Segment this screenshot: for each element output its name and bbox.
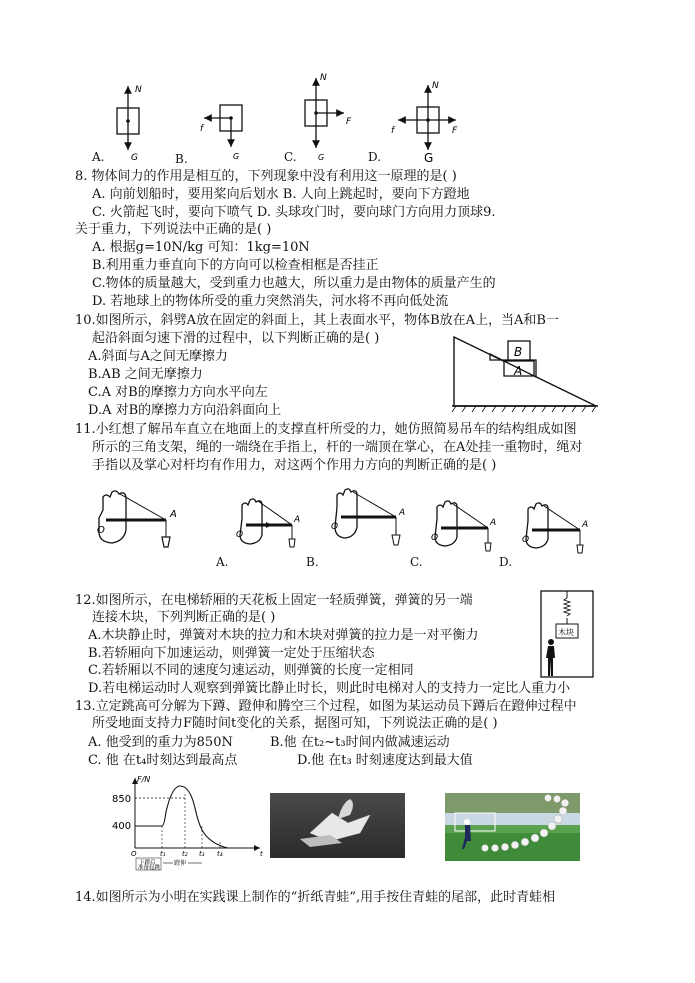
svg-text:A: A [294, 515, 301, 525]
q11-option-b: B. [306, 555, 319, 569]
label-b: B [514, 345, 523, 359]
svg-text:t₃: t₃ [199, 850, 205, 858]
q11-option-a: A. [216, 555, 229, 569]
q14-stem-1: 14.如图所示为小明在实践课上制作的“折纸青蛙”,用手按住青蛙的尾部，此时青蛙相 [75, 890, 556, 905]
svg-text:O: O [522, 535, 530, 545]
elevator-figure [540, 590, 600, 680]
q13-stem-1: 13.立定跳高可分解为下蹲、蹬伸和腾空三个过程，如图为某运动员下蹲后在蹬伸过程中 [75, 699, 577, 714]
svg-text:A: A [170, 509, 177, 520]
q12-option-c: C.若轿厢以不同的速度匀速运动，则弹簧的长度一定相同 [88, 663, 414, 678]
q8-stem: 8. 物体间力的作用是相互的，下列现象中没有利用这一原理的是( ) [75, 169, 457, 184]
option-label-a: A. [92, 150, 105, 164]
q9-option-a: A. 根据g=10N/kg 可知：1kg=10N [92, 240, 310, 255]
q12-option-d: D.若电梯运动时人观察到弹簧比静止时长，则此时电梯对人的支持力一定比人重力小 [88, 681, 571, 696]
hand-figure-a [236, 499, 300, 547]
svg-text:t: t [260, 850, 263, 858]
label-f: f [200, 124, 204, 134]
tick-850: 850 [112, 794, 132, 805]
svg-text:准备起跳: 准备起跳 [138, 865, 161, 871]
q9-stem: 关于重力，下列说法中正确的是( ) [75, 222, 272, 237]
hand-figure-d [522, 503, 588, 553]
option-label-c: C. [284, 150, 297, 164]
q9-option-c: C.物体的质量越大，受到重力也越大，所以重力是由物体的质量产生的 [92, 276, 496, 291]
q12-option-a: A.木块静止时，弹簧对木块的拉力和木块对弹簧的拉力是一对平衡力 [88, 628, 479, 643]
hand-figure-main [97, 491, 177, 547]
svg-text:t₂: t₂ [182, 850, 188, 858]
q10-option-b: B.AB 之间无摩擦力 [88, 367, 203, 382]
q13-option-a: A. 他受到的重力为850N [88, 735, 233, 750]
q10-stem-2: 起沿斜面匀速下滑的过程中，以下判断正确的是( ) [92, 331, 380, 346]
q12-option-b: B.若轿厢向下加速运动，则弹簧一定处于压缩状态 [88, 646, 375, 661]
q9-option-b: B.利用重力垂直向下的方向可以检查相框是否挂正 [92, 258, 379, 273]
q12-stem-1: 12.如图所示，在电梯轿厢的天花板上固定一轻质弹簧，弹簧的另一端 [75, 593, 473, 608]
svg-text:A: A [399, 508, 406, 518]
svg-text:t₁: t₁ [160, 850, 166, 858]
option-label-d: D. [368, 150, 382, 164]
q13-option-d: D.他 在t₃ 时刻速度达到最大值 [297, 753, 473, 768]
label-g: G [318, 153, 325, 162]
svg-text:O: O [431, 533, 439, 543]
label-g: G [131, 153, 138, 163]
q13-option-b: B.他 在t₂~t₃时间内做减速运动 [270, 735, 450, 750]
hand-figure-c [431, 501, 496, 551]
label-n: N [135, 85, 142, 95]
q11-stem-2: 所示的三角支架，绳的一端绕在手指上，杆的一端顶在掌心，在A处挂一重物时，绳对 [92, 440, 583, 455]
label-a: A [514, 364, 523, 378]
force-diagram-a [117, 85, 142, 163]
tick-400: 400 [112, 821, 132, 832]
block-label: 木块 [558, 628, 574, 637]
svg-text:蹬伸: 蹬伸 [174, 860, 187, 867]
svg-text:下蹲后: 下蹲后 [139, 860, 156, 866]
force-diagrams [0, 0, 695, 170]
label-f-upper: F [452, 126, 458, 136]
force-diagram-d [391, 81, 458, 165]
q10-option-a: A.斜面与A之间无摩擦力 [88, 349, 228, 364]
svg-text:A: A [582, 520, 589, 530]
label-f-upper: F [346, 117, 352, 127]
graph-ylabel: F/N [137, 775, 151, 784]
svg-text:O: O [131, 850, 137, 858]
q11-stem-3: 手指以及掌心对杆均有作用力，对这两个作用力方向的判断正确的是( ) [92, 458, 497, 473]
q13-stem-2: 所受地面支持力F随时间t变化的关系，据图可知，下列说法正确的是( ) [92, 716, 498, 731]
q8-options-cd: C. 火箭起飞时，要向下喷气 D. 头球攻门时，要向球门方向用力顶球9. [92, 205, 496, 220]
q13-option-c: C. 他 在t₄时刻达到最高点 [88, 753, 238, 768]
label-n: N [432, 81, 439, 91]
force-curve [135, 786, 228, 848]
svg-text:O: O [236, 530, 244, 540]
label-g: G [233, 152, 240, 161]
svg-text:O: O [97, 525, 105, 536]
label-f: f [391, 126, 395, 136]
hand-figures [0, 485, 695, 575]
force-diagram-b [200, 105, 242, 161]
label-g: G [424, 151, 434, 165]
q10-option-d: D.A 对B的摩擦力方向沿斜面向上 [88, 403, 282, 418]
q9-option-d: D. 若地球上的物体所受的重力突然消失，河水将不再向低处流 [92, 294, 449, 309]
svg-text:A: A [490, 518, 497, 528]
force-diagram-c [305, 73, 352, 162]
force-time-graph [110, 772, 270, 872]
q12-stem-2: 连接木块，下列判断正确的是( ) [92, 610, 276, 625]
q11-option-d: D. [499, 555, 513, 569]
q8-options-ab: A. 向前划船时，要用桨向后划水 B. 人向上跳起时，要向下方蹬地 [92, 187, 470, 202]
hand-figure-b [331, 489, 405, 545]
option-label-b: B. [175, 152, 188, 166]
soccer-photo [445, 793, 580, 861]
svg-text:O: O [331, 522, 339, 532]
q10-option-c: C.A 对B的摩擦力方向水平向左 [88, 385, 268, 400]
svg-text:t₄: t₄ [217, 850, 223, 858]
q10-stem-1: 10.如图所示，斜劈A放在固定的斜面上，其上表面水平，物体B放在A上，当A和B一 [75, 313, 559, 328]
q11-stem-1: 11.小红想了解吊车直立在地面上的支撑直杆所受的力，她仿照简易吊车的结构组成如图 [75, 422, 577, 437]
incline-figure [450, 333, 610, 413]
label-n: N [320, 73, 327, 83]
q11-option-c: C. [410, 555, 423, 569]
paper-frog-photo [270, 793, 405, 858]
